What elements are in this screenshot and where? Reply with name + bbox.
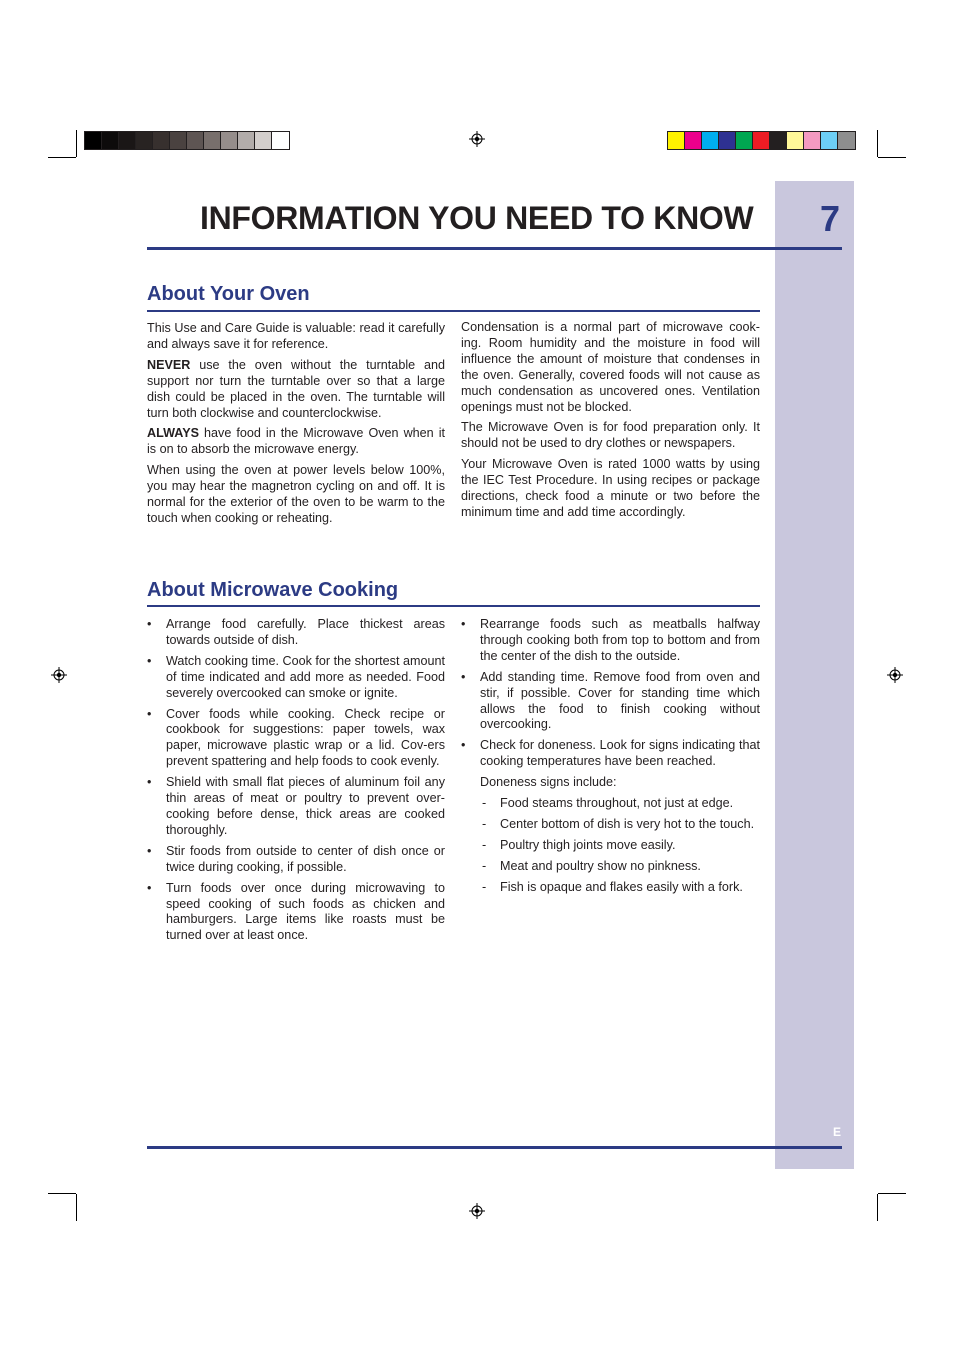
doneness-sign: - Meat and poultry show no pinkness. [480, 859, 760, 875]
chapter-side-tab [775, 181, 854, 1169]
list-item: • Add standing time. Remove food from oven and stir, if possible. Cover for standing time which allows the food to finish cooking without overcooking. [461, 670, 760, 734]
color-swatch [668, 132, 685, 149]
color-swatch [838, 132, 855, 149]
crop-mark [76, 1194, 77, 1221]
gray-swatch-bar [84, 131, 290, 150]
color-swatch [255, 132, 272, 149]
section-heading-about-oven: About Your Oven [147, 283, 310, 305]
about-cooking-right-column [461, 617, 760, 901]
color-swatch [821, 132, 838, 149]
list-item: • Watch cooking time. Cook for the shortest amount of time indicated and add more as needed. Food severely overcooked can smoke or ignite. [147, 654, 445, 702]
list-item: • Stir foods from outside to center of dish once or twice during cooking, if possible. [147, 844, 445, 876]
list-item: • Cover foods while cooking. Check recipe or cookbook for suggestions: paper towels, wax paper, microwave plastic wrap or a lid. Cov-ers prevent spattering and help foods to cook evenly. [147, 707, 445, 771]
paragraph: When using the oven at power levels below 100%, you may hear the magnetron cycling on and off. It is normal for the exterior of the oven to be warm to the touch when cooking or reheating. [147, 463, 445, 525]
paragraph: This Use and Care Guide is valuable: read it carefully and always save it for reference. [147, 321, 445, 351]
color-swatch [787, 132, 804, 149]
paragraph: The Microwave Oven is for food preparation only. It should not be used to dry clothes or newspapers. [461, 420, 760, 451]
crop-mark [878, 1193, 906, 1194]
crop-mark [878, 157, 906, 158]
about-oven-right-column [461, 320, 760, 526]
color-swatch [136, 132, 153, 149]
color-swatch [719, 132, 736, 149]
paragraph: Condensation is a normal part of microwave cook-ing. Room humidity and the moisture in food will influence the amount of moisture that condenses in the oven. Generally, covered foods will not cause as much condensation as uncovered ones. Ventilation openings must not be blocked. [461, 320, 760, 414]
paragraph-text: use the oven without the turntable and support nor turn the turntable over so that a large dish could be placed in the oven. The turntable will turn both clockwise and counterclockwise. [147, 357, 445, 420]
about-cooking-left-column [147, 617, 445, 949]
paragraph-text: have food in the Microwave Oven when it is on to absorb the microwave energy. [147, 426, 445, 457]
color-swatch-bar [667, 131, 856, 150]
section-rule [147, 310, 760, 312]
color-swatch [187, 132, 204, 149]
crop-mark [76, 130, 77, 157]
color-swatch [753, 132, 770, 149]
doneness-sign: - Food steams throughout, not just at edge. [480, 796, 760, 812]
crop-mark [877, 130, 878, 157]
page-title: INFORMATION YOU NEED TO KNOW [200, 200, 754, 236]
doneness-intro: Doneness signs include: [480, 775, 617, 790]
color-swatch [170, 132, 187, 149]
doneness-sign: - Center bottom of dish is very hot to the touch. [480, 817, 760, 833]
list-item: • Arrange food carefully. Place thickest areas towards outside of dish. [147, 617, 445, 649]
list-item: • Shield with small flat pieces of aluminum foil any thin areas of meat or poultry to prevent over-cooking before dense, thick areas are cooked thoroughly. [147, 775, 445, 839]
registration-mark-icon [469, 131, 485, 147]
color-swatch [272, 132, 289, 149]
color-swatch [804, 132, 821, 149]
emphasis-never: NEVER [147, 357, 191, 372]
list-item: • Check for doneness. Look for signs indicating that cooking temperatures have been reached. [461, 738, 760, 770]
color-swatch [153, 132, 170, 149]
crop-mark [877, 1194, 878, 1221]
color-swatch [736, 132, 753, 149]
color-swatch [702, 132, 719, 149]
list-item: • Rearrange foods such as meatballs halfway through cooking both from top to bottom and from the center of the dish to the outside. [461, 617, 760, 665]
color-swatch [204, 132, 221, 149]
color-swatch [119, 132, 136, 149]
section-rule [147, 605, 760, 607]
color-swatch [85, 132, 102, 149]
emphasis-always: ALWAYS [147, 426, 200, 441]
color-swatch [685, 132, 702, 149]
list-item: • Turn foods over once during microwaving to speed cooking of such foods as chicken and hamburgers. Large items like roasts must be turned over at least once. [147, 881, 445, 945]
doneness-sign: - Poultry thigh joints move easily. [480, 838, 760, 854]
language-mark: E [833, 1125, 842, 1139]
paragraph: Your Microwave Oven is rated 1000 watts by using the IEC Test Procedure. In using recipes or package directions, check food a minute or two before the minimum time and add time accordingly. [461, 457, 760, 519]
about-oven-left-column [147, 321, 445, 532]
paragraph [147, 358, 445, 422]
color-swatch [770, 132, 787, 149]
title-rule [147, 247, 842, 250]
paragraph [147, 426, 445, 458]
color-swatch [238, 132, 255, 149]
registration-mark-icon [51, 667, 67, 683]
doneness-sign: - Fish is opaque and flakes easily with a fork. [480, 880, 760, 896]
crop-mark [48, 157, 76, 158]
color-swatch [102, 132, 119, 149]
footer-rule [147, 1146, 842, 1149]
color-swatch [221, 132, 238, 149]
registration-mark-icon [887, 667, 903, 683]
registration-mark-icon [469, 1203, 485, 1219]
section-heading-about-cooking: About Microwave Cooking [147, 579, 399, 601]
crop-mark [48, 1193, 76, 1194]
chapter-number: 7 [820, 198, 841, 239]
